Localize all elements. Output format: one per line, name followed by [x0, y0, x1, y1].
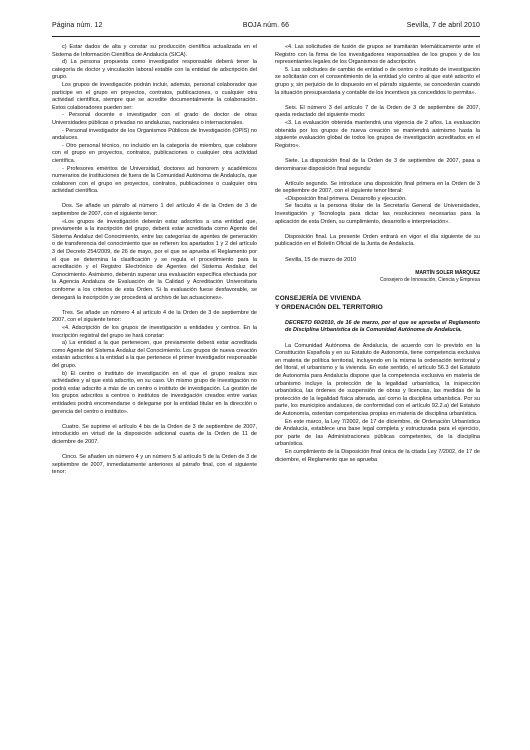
paragraph: b) El centro o instituto de investigación en el que el grupo realiza sus actividades y al que está adscrito, en su caso. Un mismo grupo de investigación no podrá estar adscrito a más de un centro o instituto de investigación. La gestión de los grupos adscritos a centros o institutos de investigación creados entre varias entidades podrá encomendarse o delegarse por la entidad titular en la dirección o gerencia del centro o instituto». — [52, 370, 257, 415]
paragraph: d) La persona propuesta como investigador responsable deberá tener la categoría de doctor y vinculación laboral estable con la entidad de adscripción del grupo. — [52, 59, 257, 81]
paragraph: Dos. Se añade un párrafo al número 1 del artículo 4 de la Orden de 3 de septiembre de 2007, con el siguiente tenor: — [52, 203, 257, 218]
signatory-title: Consejero de Innovación, Ciencia y Empresa — [379, 277, 480, 284]
decree-title: DECRETO 60/2010, de 16 de marzo, por el que se aprueba el Reglamento de Disciplina Urbanística de la Comunidad Autónoma de Andalucía. — [285, 319, 480, 334]
paragraph: «3. La evaluación obtenida mantendrá una vigencia de 2 años. La evaluación obtenida por los grupos de nueva creación se mantendrá asimismo hasta la siguiente evaluación global de todos los grupos de investigación acreditados en el Registro». — [275, 119, 480, 149]
page-header — [52, 22, 480, 36]
paragraph: - Otro personal técnico, no incluido en la categoría de miembro, que colabore con el grupo en proyectos, contratos, publicaciones o cualquier otra actividad científica. — [52, 142, 257, 164]
paragraph: «Disposición final primera. Desarrollo y ejecución. — [285, 195, 407, 202]
page-number: Página núm. 12 — [52, 22, 103, 29]
paragraph: - Personal docente e investigador con el grado de doctor de otras Universidades públicas o privadas no andaluzas, nacionales o internacionales. — [52, 112, 257, 126]
right-column — [275, 44, 480, 464]
paragraph: «4. Adscripción de los grupos de investigación a entidades y centros. En la inscripción registral del grupo se hará constar: — [52, 324, 257, 339]
header-rule — [52, 36, 480, 37]
paragraph: «4. Las solicitudes de fusión de grupos se tramitarán telemáticamente ante el Registro con la firma de los investigadores responsables de los grupos y de los representantes legales de los Organismos de adscripción. — [275, 44, 480, 66]
left-column — [52, 44, 257, 477]
signatory-name: MARTÍN SOLER MÁRQUEZ — [415, 270, 480, 277]
paragraph: c) Estar dados de alta y constar su producción científica actualizada en el Sistema de Información Científica de Andalucía (SICA). — [52, 44, 257, 58]
bulletin-number: BOJA núm. 66 — [242, 22, 290, 29]
paragraph: Artículo segundo. Se introduce una disposición final primera en la Orden de 3 de septiembre de 2007, con el siguiente tenor literal: — [275, 180, 480, 195]
paragraph: La Comunidad Autónoma de Andalucía, de acuerdo con lo previsto en la Constitución Española y en su Estatuto de Autonomía, tiene competencia exclusiva en materia de política territorial, incluyendo en la misma la ordenación territorial y del litoral, el urbanismo y la vivienda. En este sentido, el artículo 56.3 del Estatuto de Autonomía para Andalucía dispone que la competencia exclusiva en materia de urbanismo incluye la protección de la legalidad urbanística, la inspección urbanística, las órdenes de suspensión de obras y licencias, las medidas de la protección de la legalidad física alterada, así como la disciplina urbanística. Por su parte, los municipios andaluces, de conformidad con el artículo 92.2.a) del Estatuto de Autonomía, ostentan competencias propias en materia de disciplina urbanística. — [275, 342, 480, 417]
paragraph: Tres. Se añade un número 4 al artículo 4 de la Orden de 3 de septiembre de 2007, con el siguiente tenor: — [52, 309, 257, 324]
publication-date: Sevilla, 7 de abril 2010 — [406, 22, 480, 29]
paragraph: Siete. La disposición final de la Orden de 3 de septiembre de 2007, pasa a denominarse disposición final segunda: — [275, 157, 480, 172]
signature-block — [275, 270, 480, 284]
paragraph: «Los grupos de investigación deberán estar adscritos a una entidad que, previamente a la inscripción del grupo, deberá estar acreditada como Agente del Sistema Andaluz del Conocimiento, entre las categorías de agentes de generación o de transferencia del conocimiento que se refieren los apartados 1 y 2 del artículo 3 del Decreto 254/2009, de 26 de mayo, por el que se aprueba el Reglamento por el que se determina la clasificación y se regula el procedimiento para la acreditación y el Registro Electrónico de Agentes del Sistema Andaluz del Conocimiento. Asimismo, deberán superar una evaluación específica efectuada por la Agencia Andaluza de Evaluación de la Calidad y Acreditación Universitaria conforme a los criterios de esta Orden. Si la evaluación fuese desfavorable, se denegará la inscripción y se procederá al archivo de las actuaciones». — [52, 218, 257, 301]
paragraph: Se faculta a la persona titular de la Secretaría General de Universidades, Investigación y Tecnología para dictar las resoluciones necesarias para la aplicación de esta Orden, su cumplimiento, desarrollo e interpretación». — [275, 203, 480, 225]
section-title — [275, 294, 480, 312]
paragraph: Cuatro. Se suprime el artículo 4 bis de la Orden de 3 de septiembre de 2007, introducido en virtud de la disposición adicional cuarta de la Orden de 11 de diciembre de 2007. — [52, 423, 257, 445]
section-title-line-2: Y ORDENACIÓN DEL TERRITORIO — [275, 304, 383, 312]
section-title-line-1: CONSEJERÍA DE VIVIENDA — [275, 295, 362, 303]
signing-place-date: Sevilla, 15 de marzo de 2010 — [285, 256, 357, 263]
paragraph: - Personal investigador de los Organismos Públicos de Investigación (OPIS) no andaluces. — [52, 127, 257, 142]
paragraph: a) La entidad a la que pertenecen, que previamente deberá estar acreditada como Agente del Sistema Andaluz del Conocimiento. Los grupos de nueva creación estarán adscritos a la entidad a la que pertenece el primer investigador responsable del grupo. — [52, 340, 257, 369]
paragraph: En cumplimiento de la Disposición final única de la citada Ley 7/2002, de 17 de diciembre, el Reglamento que se aprueba — [275, 448, 480, 463]
paragraph: En este marco, la Ley 7/2002, de 17 de diciembre, de Ordenación Urbanística de Andalucía, establece una base legal completa y estructurada para el ejercicio, por parte de las Administraciones públicas competentes, de la disciplina urbanística. — [275, 418, 480, 448]
paragraph: Cinco. Se añaden un número 4 y un número 5 al artículo 5 de la Orden de 3 de septiembre de 2007, inmediatamente anteriores al párrafo final, con el siguiente tenor: — [52, 454, 257, 476]
paragraph: Disposición final. La presente Orden entrará en vigor el día siguiente de su publicación en el Boletín Oficial de la Junta de Andalucía. — [275, 233, 480, 248]
paragraph: 5. Las solicitudes de cambio de entidad o de centro o instituto de investigación se solicitarán con el consentimiento de la entidad y/o centro al que esté adscrito el grupo y, sin perjuicio de lo dispuesto en el párrafo siguiente, se concederán cuando la situación presupuestaria y contable de los incentivos ya concedidos lo permita». — [275, 66, 480, 96]
paragraph: Los grupos de investigación podrán incluir, además, personal colaborador que participe en el grupo en proyectos, contratos, publicaciones, o cualquier otra actividad científica, siempre que se acredite documentalmente la colaboración. Estos colaboradores pueden ser: — [52, 81, 257, 111]
paragraph: - Profesores eméritos de Universidad, doctores ad honorem y académicos numerarios de instituciones de fuera de la Comunidad Autónoma de Andalucía, que colaboren con el grupo en proyectos, contratos, publicaciones o cualquier otra actividad científica. — [52, 165, 257, 195]
paragraph: Seis. El número 3 del artículo 7 de la Orden de 3 de septiembre de 2007, queda redactado del siguiente modo: — [275, 104, 480, 119]
